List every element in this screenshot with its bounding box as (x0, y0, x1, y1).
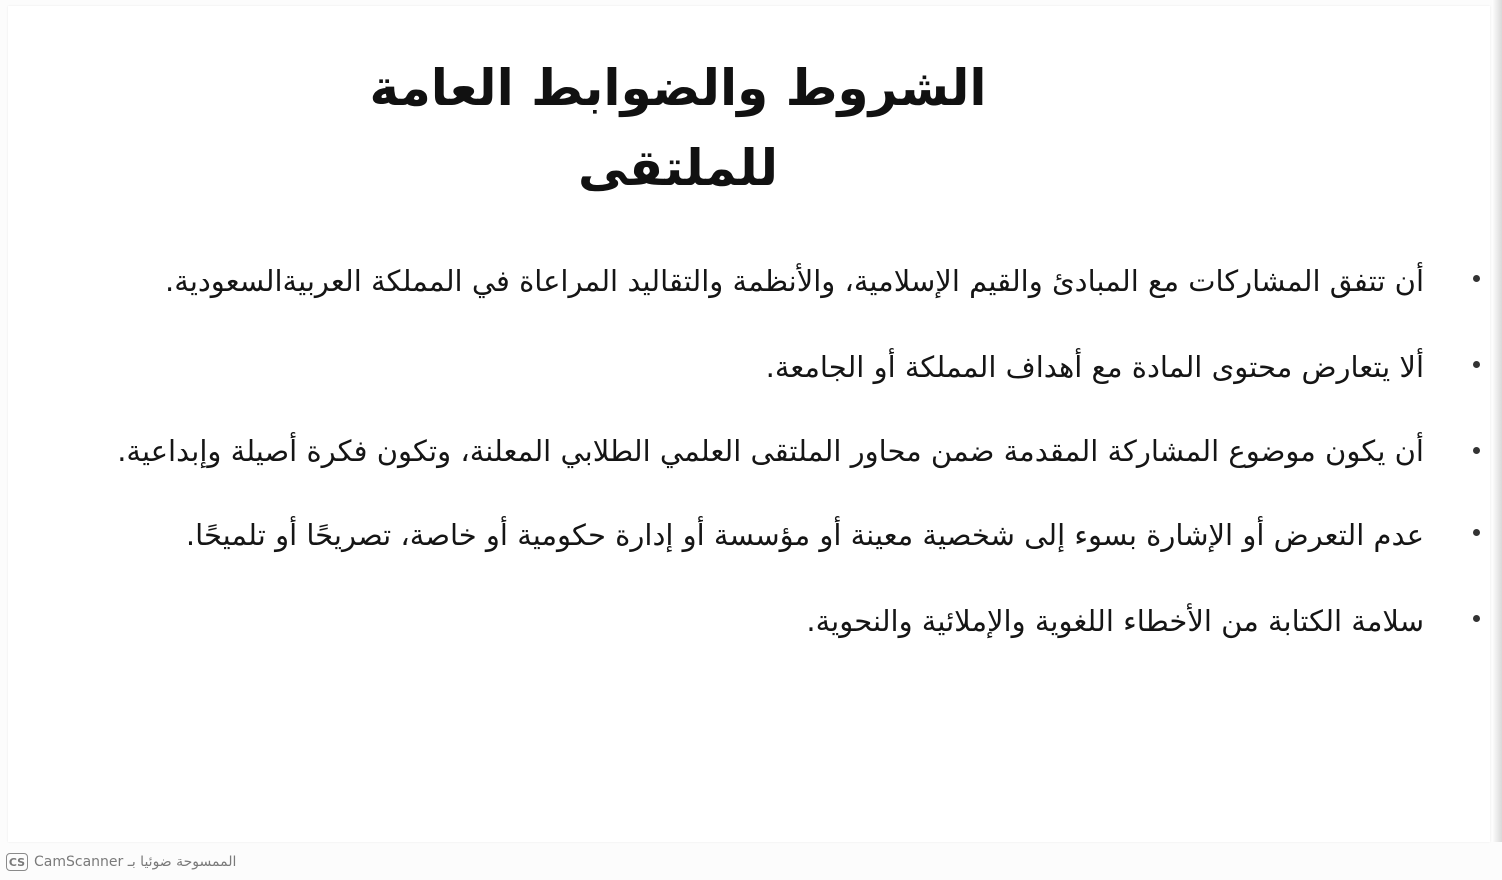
list-item (22, 410, 1482, 492)
list-item (22, 238, 1482, 324)
bullet-dot-icon (1473, 275, 1480, 282)
page-title: الشروط والضوابط العامة للملتقى (369, 59, 987, 197)
scanner-label: CamScanner الممسوحة ضوئيا بـ (34, 854, 237, 870)
scanned-page (8, 6, 1490, 842)
scanner-watermark (6, 850, 236, 874)
rule-text: ألا يتعارض محتوى المادة مع أهداف المملكة أو الجامعة. (765, 350, 1424, 384)
list-item (22, 324, 1482, 410)
page-edge-shadow (1492, 0, 1502, 842)
list-item (22, 492, 1482, 578)
bullet-dot-icon (1473, 447, 1480, 454)
camscanner-logo-icon: CS (6, 853, 28, 871)
list-item (22, 578, 1482, 664)
rules-list (22, 238, 1482, 664)
rule-text: أن يكون موضوع المشاركة المقدمة ضمن محاور الملتقى العلمي الطلابي المعلنة، وتكون فكرة أصيلة وإبداعية. (117, 434, 1424, 468)
bullet-dot-icon (1473, 615, 1480, 622)
bullet-dot-icon (1473, 529, 1480, 536)
rule-text: أن تتفق المشاركات مع المبادئ والقيم الإسلامية، والأنظمة والتقاليد المراعاة في المملكة العربيةالسعودية. (165, 264, 1424, 298)
bullet-dot-icon (1473, 361, 1480, 368)
rule-text: سلامة الكتابة من الأخطاء اللغوية والإملائية والنحوية. (806, 604, 1424, 638)
rule-text: عدم التعرض أو الإشارة بسوء إلى شخصية معينة أو مؤسسة أو إدارة حكومية أو خاصة، تصريحًا أو تلميحًا. (185, 518, 1424, 552)
